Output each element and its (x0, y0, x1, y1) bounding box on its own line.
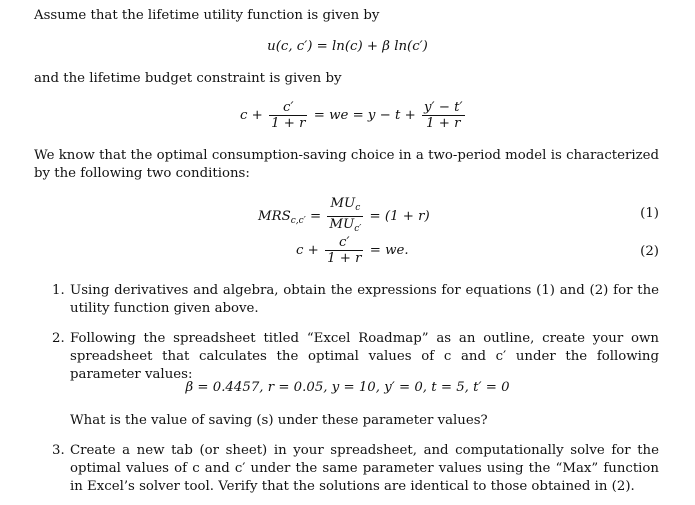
budget-frac2-num: y′ − t′ (424, 100, 463, 115)
equation-2 (296, 235, 409, 266)
eq2-tag: (2) (640, 244, 659, 259)
budget-frac1-num: c′ (283, 100, 294, 115)
saving-question: What is the value of saving (s) under these parameter values? (70, 413, 488, 428)
intro-line-2: and the lifetime budget constraint is given by (34, 71, 342, 86)
eq1-rhs: = (1 + r) (369, 209, 430, 224)
eq1-eq: = (309, 209, 322, 224)
budget-lhs: c + (240, 108, 263, 123)
equation-1 (258, 196, 430, 237)
utility-equation: u(c, c′) = ln(c) + β ln(c′) (267, 39, 428, 54)
list-item-number: 1. (52, 283, 65, 298)
budget-frac1-den: 1 + r (271, 116, 306, 131)
list-item-text: Create a new tab (or sheet) in your spreadsheet, and computationally solve for the optimal values of c and c′ under the same parameter values using the “Max” function in Excel’s solver tool. Verify that the solutions are identical to those obtained in (2). (70, 443, 659, 494)
list-item-text: Using derivatives and algebra, obtain the expressions for equations (1) and (2) for the utility function given above. (70, 283, 659, 316)
list-item (52, 442, 659, 496)
eq1-lhs-sub: c,c′ (290, 216, 306, 226)
list-item (52, 330, 659, 382)
list-item-number: 3. (52, 443, 65, 458)
eq2-num: c′ (339, 235, 350, 250)
list-item (52, 282, 659, 318)
eq1-den-sub: c′ (354, 224, 362, 234)
intro-line-3: We know that the optimal consumption-saving choice in a two-period model is characterized by the following two conditions: (34, 148, 659, 181)
budget-fraction-1 (269, 100, 307, 131)
budget-constraint-equation (240, 100, 467, 131)
list-item-number: 2. (52, 331, 65, 346)
intro-line-1: Assume that the lifetime utility function is given by (34, 8, 380, 23)
eq1-lhs: MRS (258, 209, 291, 224)
eq2-rhs: = we. (369, 243, 409, 258)
eq1-num-sub: c (355, 203, 361, 213)
budget-fraction-2 (422, 100, 465, 131)
budget-mid: = we = y − t + (313, 108, 416, 123)
list-item-text: Following the spreadsheet titled “Excel Roadmap” as an outline, create your own spreadsheet that calculates the optimal values of c and c′ under the following parameter values: (70, 331, 659, 382)
budget-frac2-den: 1 + r (422, 115, 465, 131)
eq1-num: MU (330, 196, 356, 211)
eq1-den: MU (329, 217, 355, 232)
eq2-fraction (325, 235, 363, 266)
eq1-fraction (327, 196, 363, 237)
eq1-tag: (1) (640, 206, 659, 221)
eq2-lhs: c + (296, 243, 319, 258)
eq2-den: 1 + r (327, 251, 362, 266)
parameter-values: β = 0.4457, r = 0.05, y = 10, y′ = 0, t = 5, t′ = 0 (185, 380, 510, 395)
